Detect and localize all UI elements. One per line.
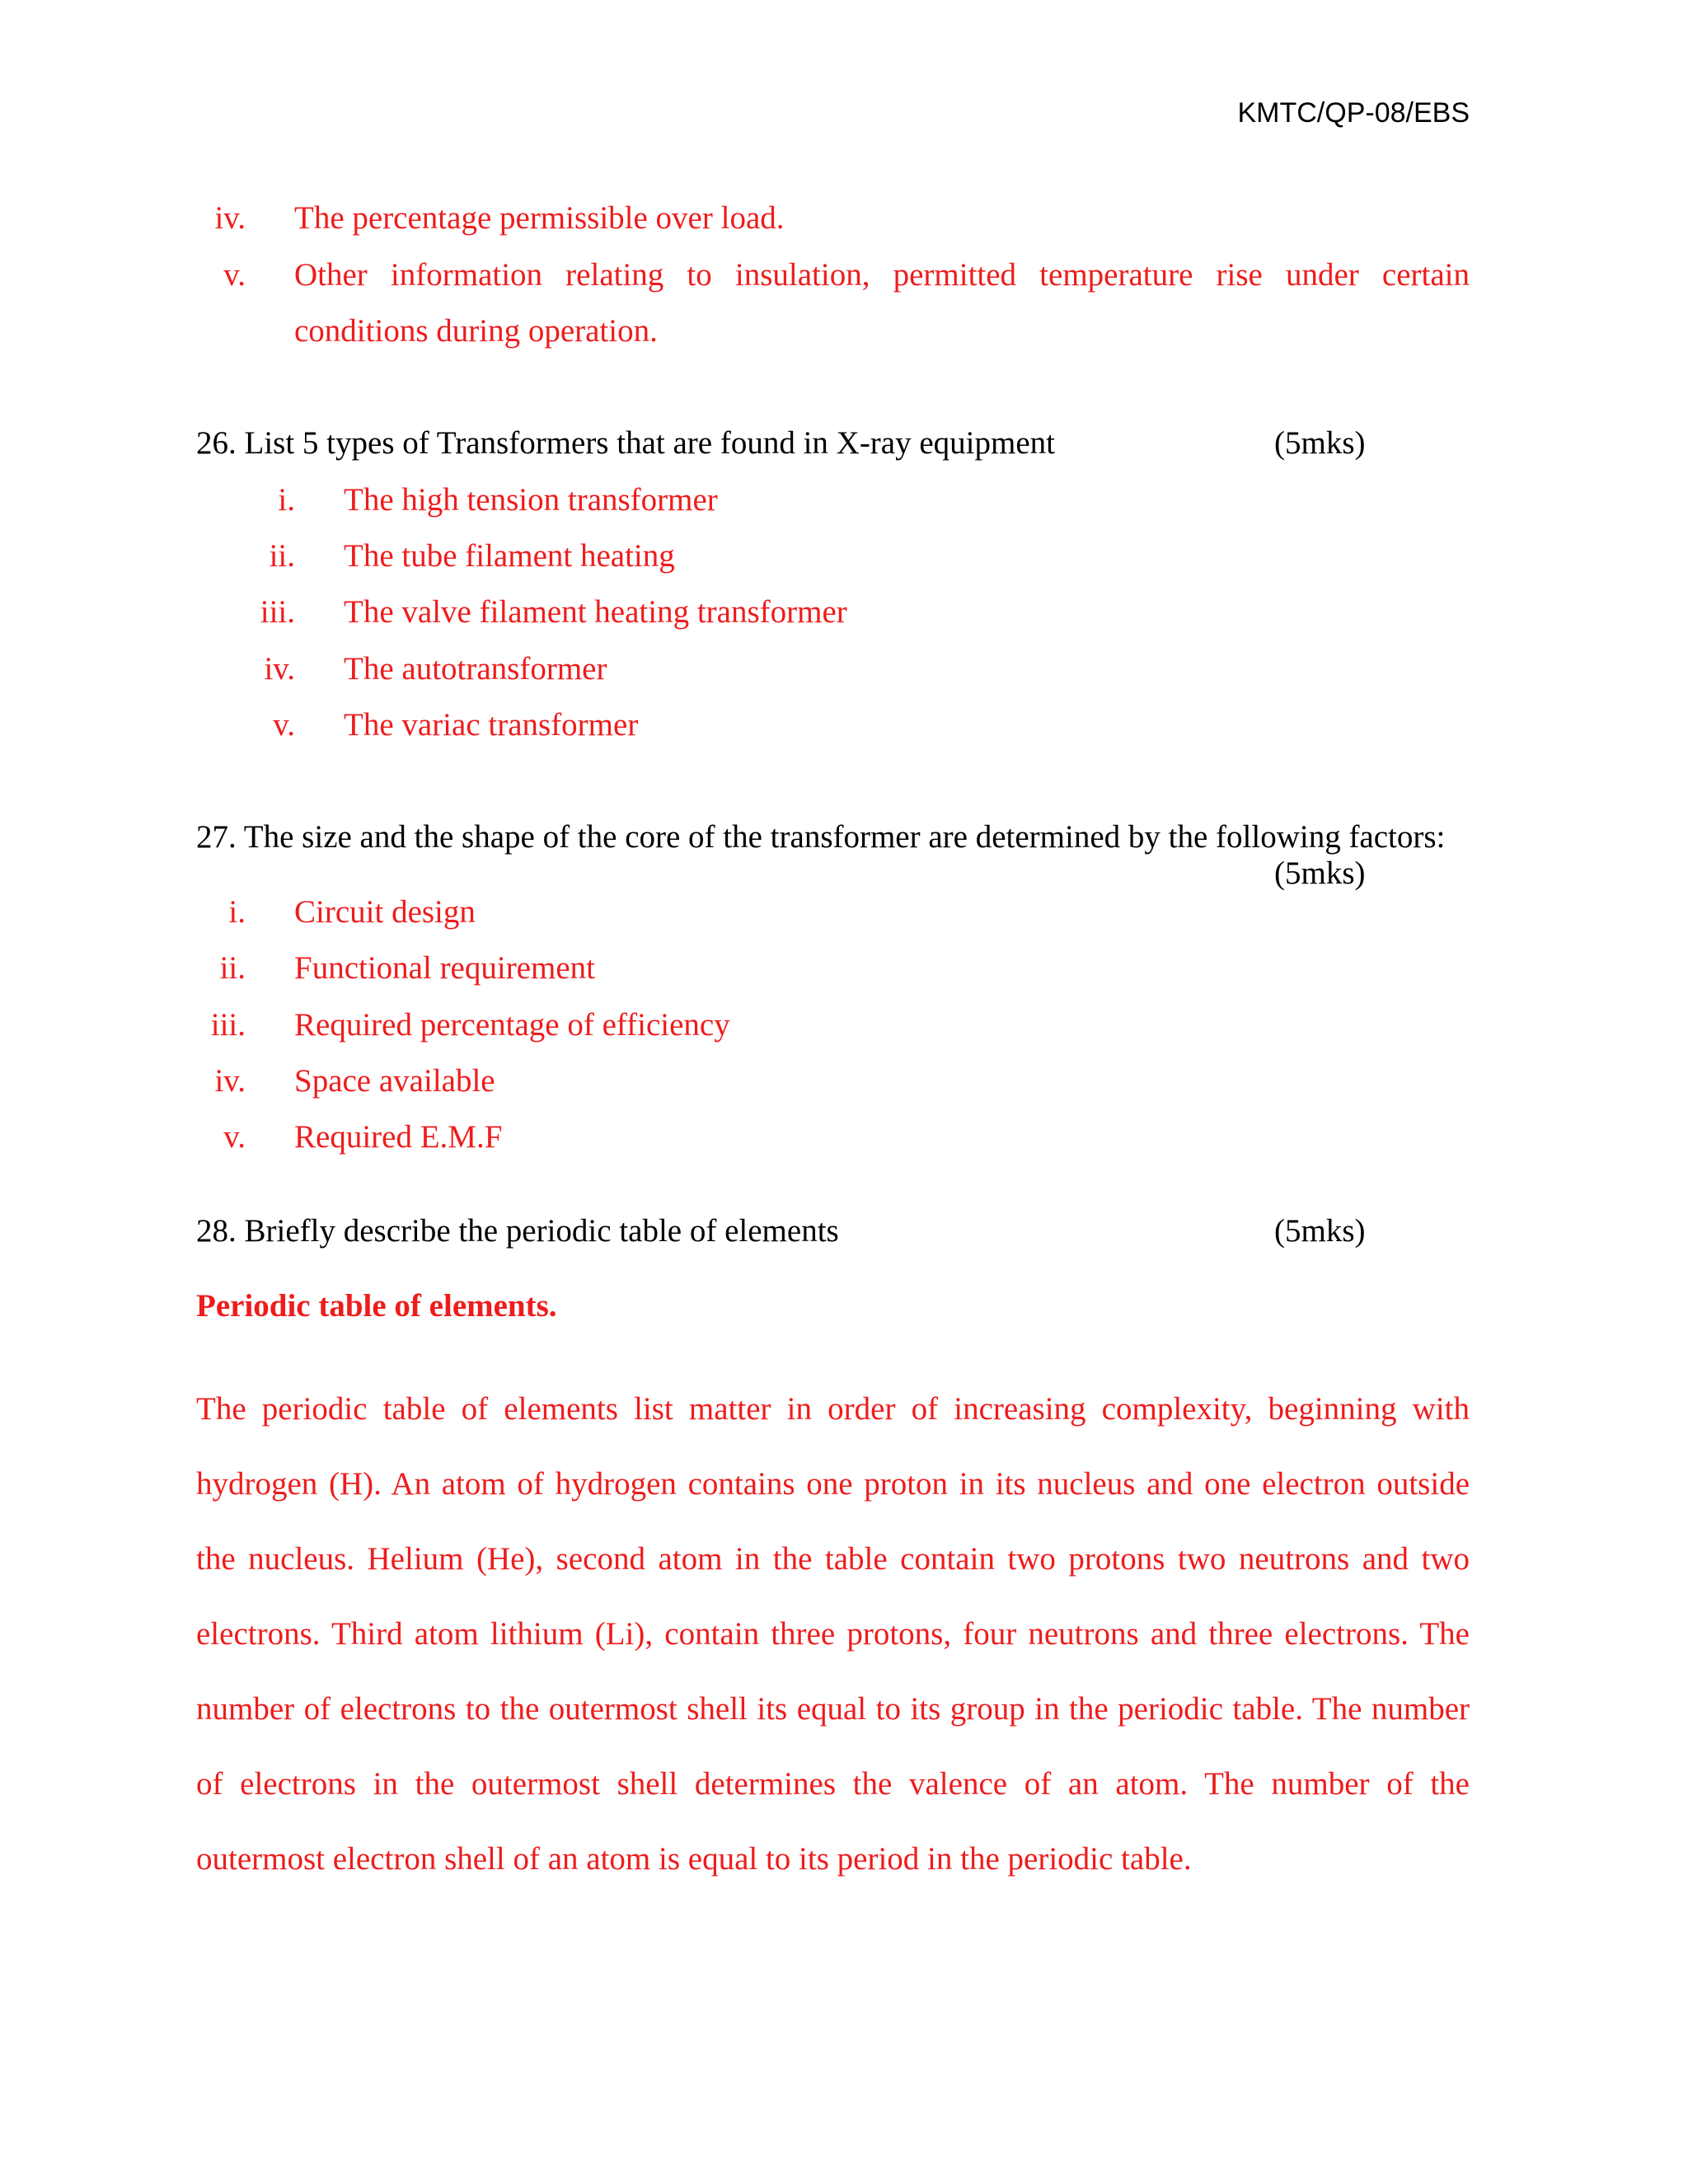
list-number: iv. bbox=[264, 651, 295, 687]
list-number: ii. bbox=[219, 950, 246, 986]
list-number: v. bbox=[223, 257, 246, 293]
list-text-continued: conditions during operation. bbox=[294, 313, 658, 349]
list-text: Functional requirement bbox=[294, 950, 595, 986]
list-number: v. bbox=[273, 707, 295, 743]
marks-label: (5mks) bbox=[1274, 1213, 1366, 1249]
list-number: ii. bbox=[269, 538, 295, 574]
list-text: The valve filament heating transformer bbox=[344, 594, 847, 630]
list-number: i. bbox=[228, 894, 246, 930]
list-text: Required percentage of efficiency bbox=[294, 1007, 730, 1043]
paragraph-line: the nucleus. Helium (He), second atom in the table contain two protons two neutrons and two bbox=[196, 1541, 1470, 1577]
question-text: 28. Briefly describe the periodic table of elements bbox=[196, 1213, 839, 1249]
paragraph-line: hydrogen (H). An atom of hydrogen contains one proton in its nucleus and one electron outside bbox=[196, 1466, 1470, 1502]
list-number: i. bbox=[278, 482, 295, 518]
marks-label: (5mks) bbox=[1274, 425, 1366, 461]
question-text: 26. List 5 types of Transformers that are found in X-ray equipment bbox=[196, 425, 1055, 461]
page-header-code: KMTC/QP-08/EBS bbox=[1237, 97, 1470, 129]
list-text: Other information relating to insulation, permitted temperature rise under certain bbox=[294, 257, 1470, 293]
list-text: The tube filament heating bbox=[344, 538, 675, 574]
answer-heading: Periodic table of elements. bbox=[196, 1288, 557, 1324]
paragraph-line: number of electrons to the outermost shell its equal to its group in the periodic table. The number bbox=[196, 1691, 1470, 1727]
list-text: The variac transformer bbox=[344, 707, 639, 743]
list-text: Circuit design bbox=[294, 894, 476, 930]
marks-label: (5mks) bbox=[1274, 855, 1366, 891]
list-number: iii. bbox=[210, 1007, 246, 1043]
list-text: Required E.M.F bbox=[294, 1119, 503, 1155]
paragraph-line: of electrons in the outermost shell determines the valence of an atom. The number of the bbox=[196, 1766, 1470, 1802]
question-text: 27. The size and the shape of the core of the transformer are determined by the following factors: bbox=[196, 819, 1446, 855]
list-number: v. bbox=[223, 1119, 246, 1155]
list-number: iii. bbox=[260, 594, 295, 630]
list-number: iv. bbox=[214, 200, 246, 236]
list-text: The autotransformer bbox=[344, 651, 607, 687]
list-text: Space available bbox=[294, 1063, 495, 1099]
paragraph-line: The periodic table of elements list matter in order of increasing complexity, beginning with bbox=[196, 1391, 1470, 1427]
list-number: iv. bbox=[214, 1063, 246, 1099]
list-text: The high tension transformer bbox=[344, 482, 718, 518]
paragraph-line: outermost electron shell of an atom is equal to its period in the periodic table. bbox=[196, 1841, 1192, 1877]
list-text: The percentage permissible over load. bbox=[294, 200, 785, 236]
paragraph-line: electrons. Third atom lithium (Li), contain three protons, four neutrons and three electrons. The bbox=[196, 1616, 1470, 1652]
